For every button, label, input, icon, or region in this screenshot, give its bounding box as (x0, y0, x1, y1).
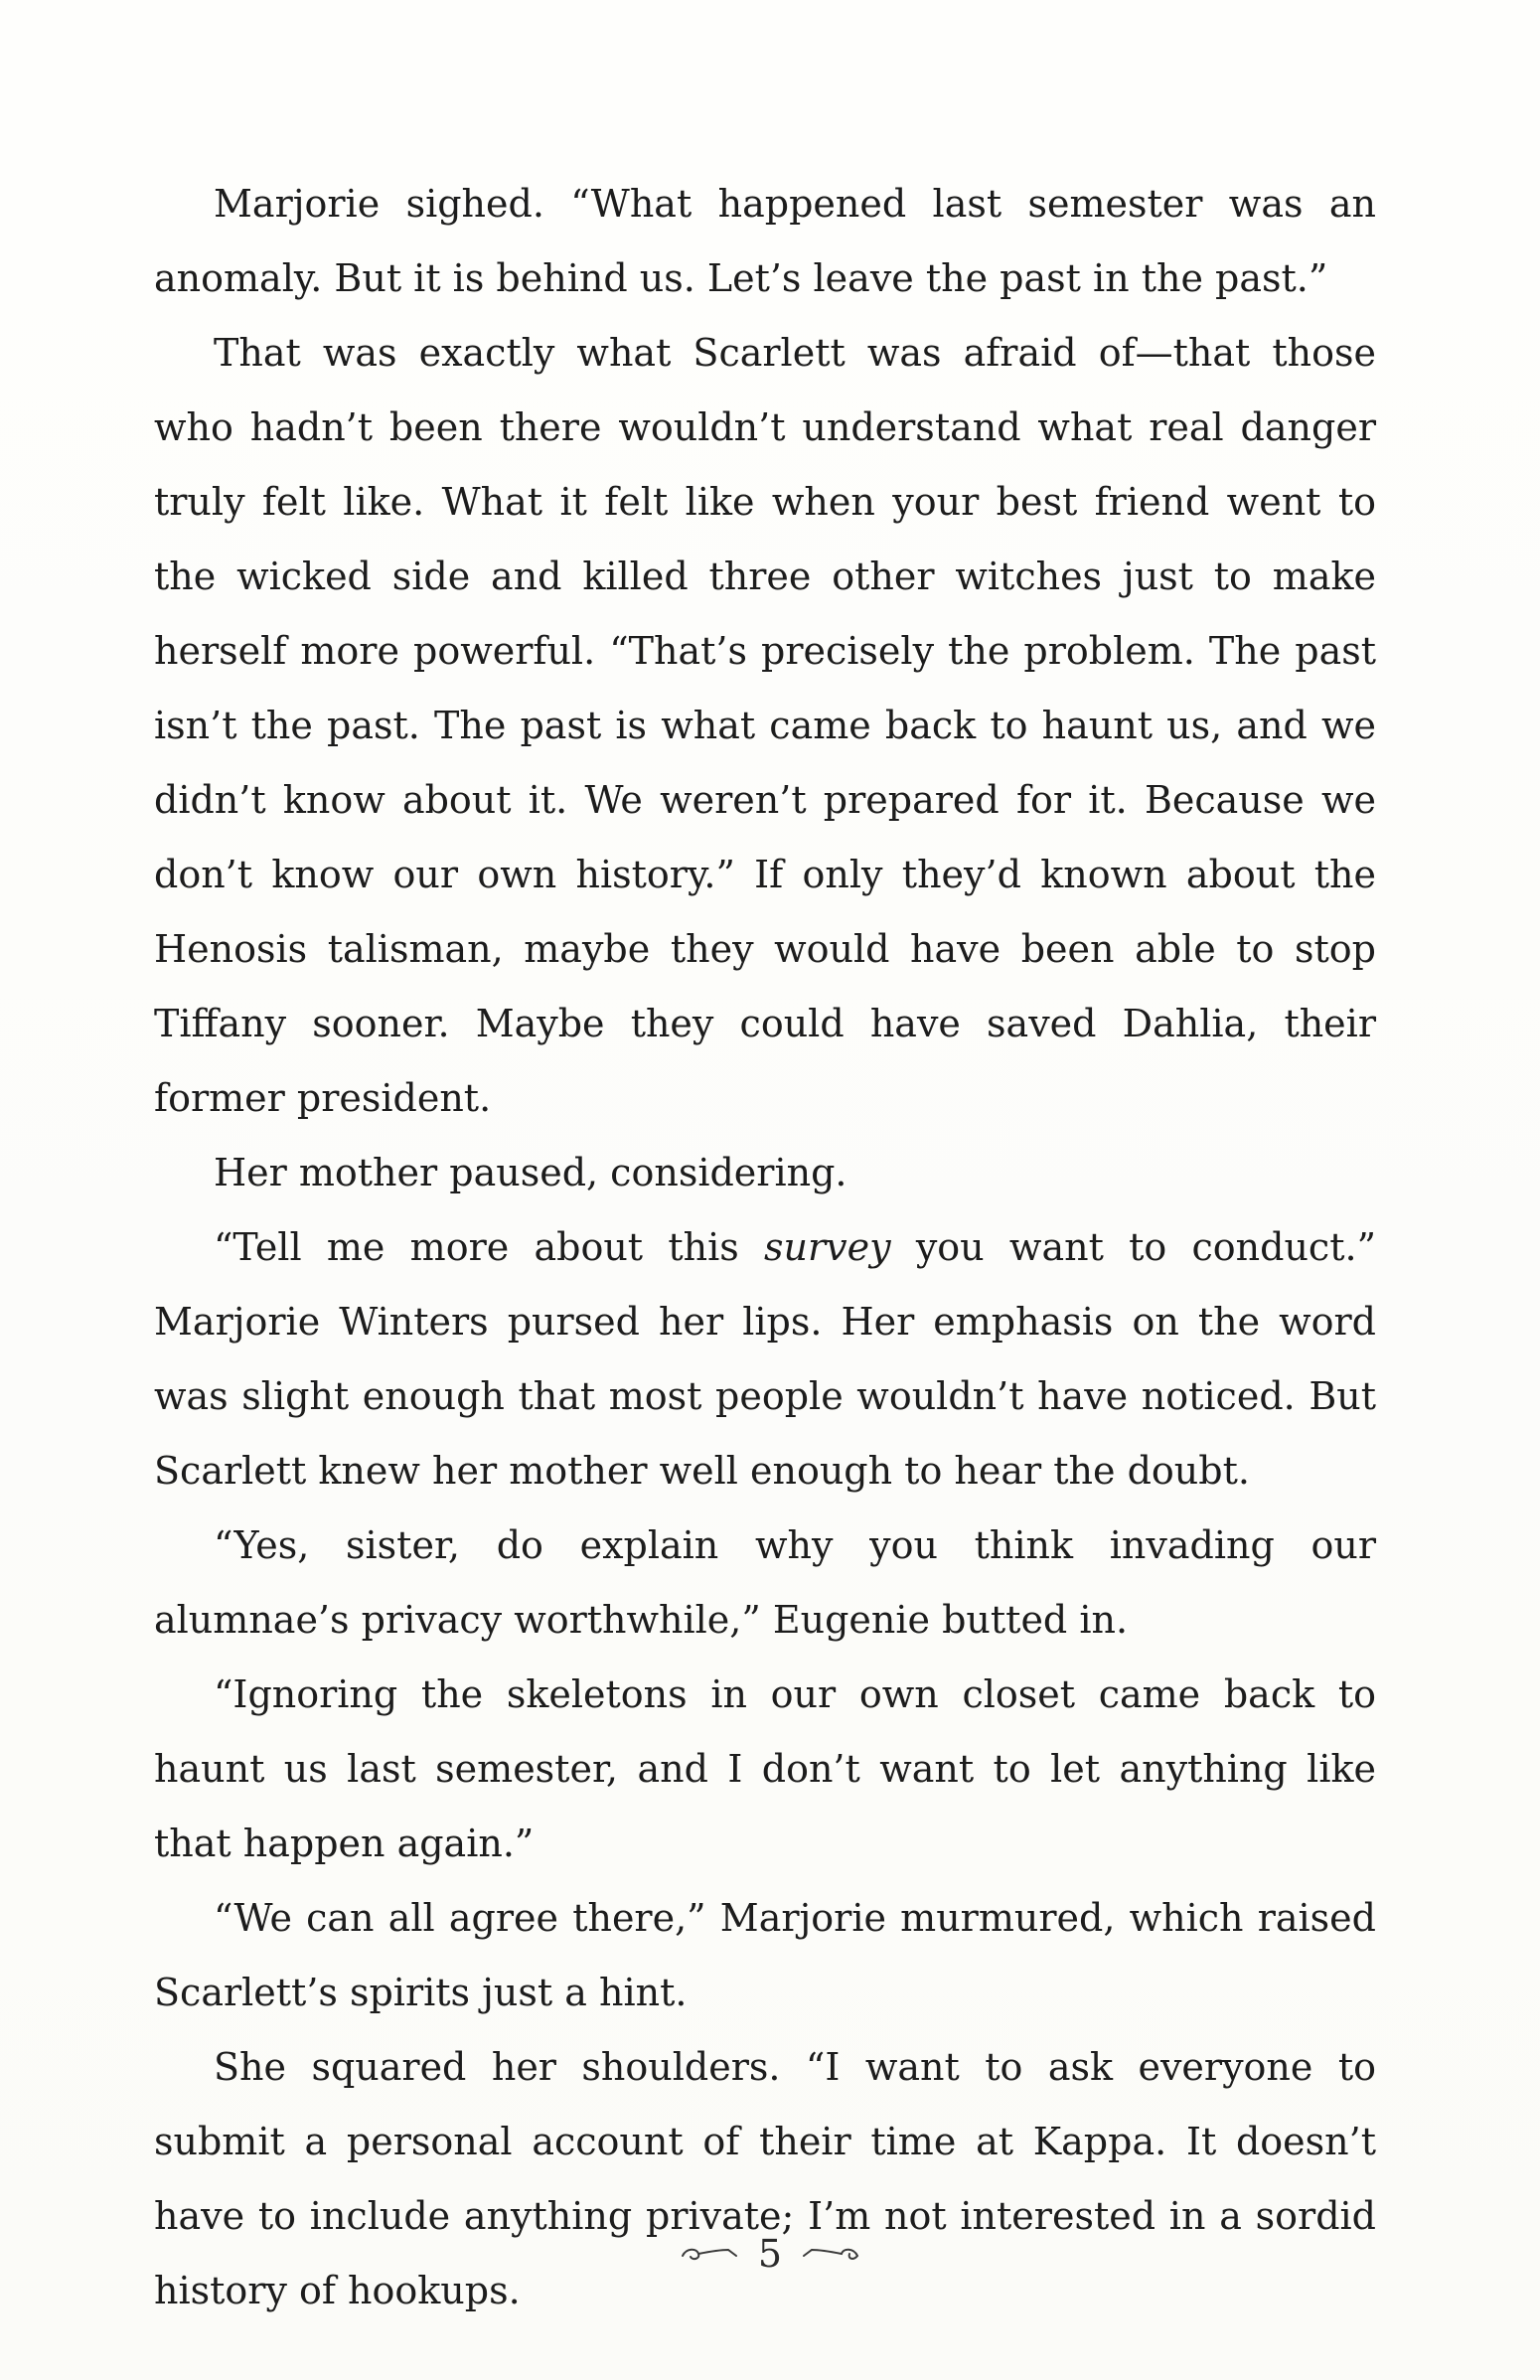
paragraph-1: Marjorie sighed. “What happened last semester was an anomaly. But it is behind us. Let’s leave the past in the past.” (154, 182, 1376, 300)
paragraph-7: “We can all agree there,” Marjorie murmured, which raised Scarlett’s spirits just a hint. (154, 1896, 1376, 2014)
page-number: 5 (757, 2232, 783, 2276)
right-flourish-icon (796, 2242, 861, 2266)
paragraph-2: That was exactly what Scarlett was afraid of—that those who hadn’t been there wouldn’t understand what real danger truly felt like. What it felt like when your best friend went to the wicked side and killed three other witches just to make herself more powerful. “That’s precisely the problem. The past isn’t the past. The past is what came back to haunt us, and we didn’t know about it. We weren’t prepared for it. Because we don’t know our own history.” If only they’d known about the Henosis talisman, maybe they would have been able to stop Tiffany sooner. Maybe they could have saved Dahlia, their former president. (154, 331, 1376, 1120)
body-text (154, 167, 1376, 2328)
paragraph-5: “Yes, sister, do explain why you think invading our alumnae’s privacy worthwhile,” Eugenie butted in. (154, 1523, 1376, 1642)
paragraph-8: She squared her shoulders. “I want to ask everyone to submit a personal account of their time at Kappa. It doesn’t have to include anything private; I’m not interested in a sordid history of hookups. (154, 2045, 1376, 2312)
paragraph-4: “Tell me more about this survey you want to conduct.” Marjorie Winters pursed her lips. Her emphasis on the word was slight enough that most people wouldn’t have noticed. But Scarlett knew her mother well enough to hear the doubt. (154, 1225, 1376, 1493)
paragraph-3: Her mother paused, considering. (214, 1151, 847, 1194)
emphasis-survey: survey (764, 1225, 891, 1269)
left-flourish-icon (679, 2242, 744, 2266)
page-footer (0, 2224, 1540, 2284)
paragraph-6: “Ignoring the skeletons in our own closet came back to haunt us last semester, and I don’t want to let anything like that happen again.” (154, 1672, 1376, 1865)
